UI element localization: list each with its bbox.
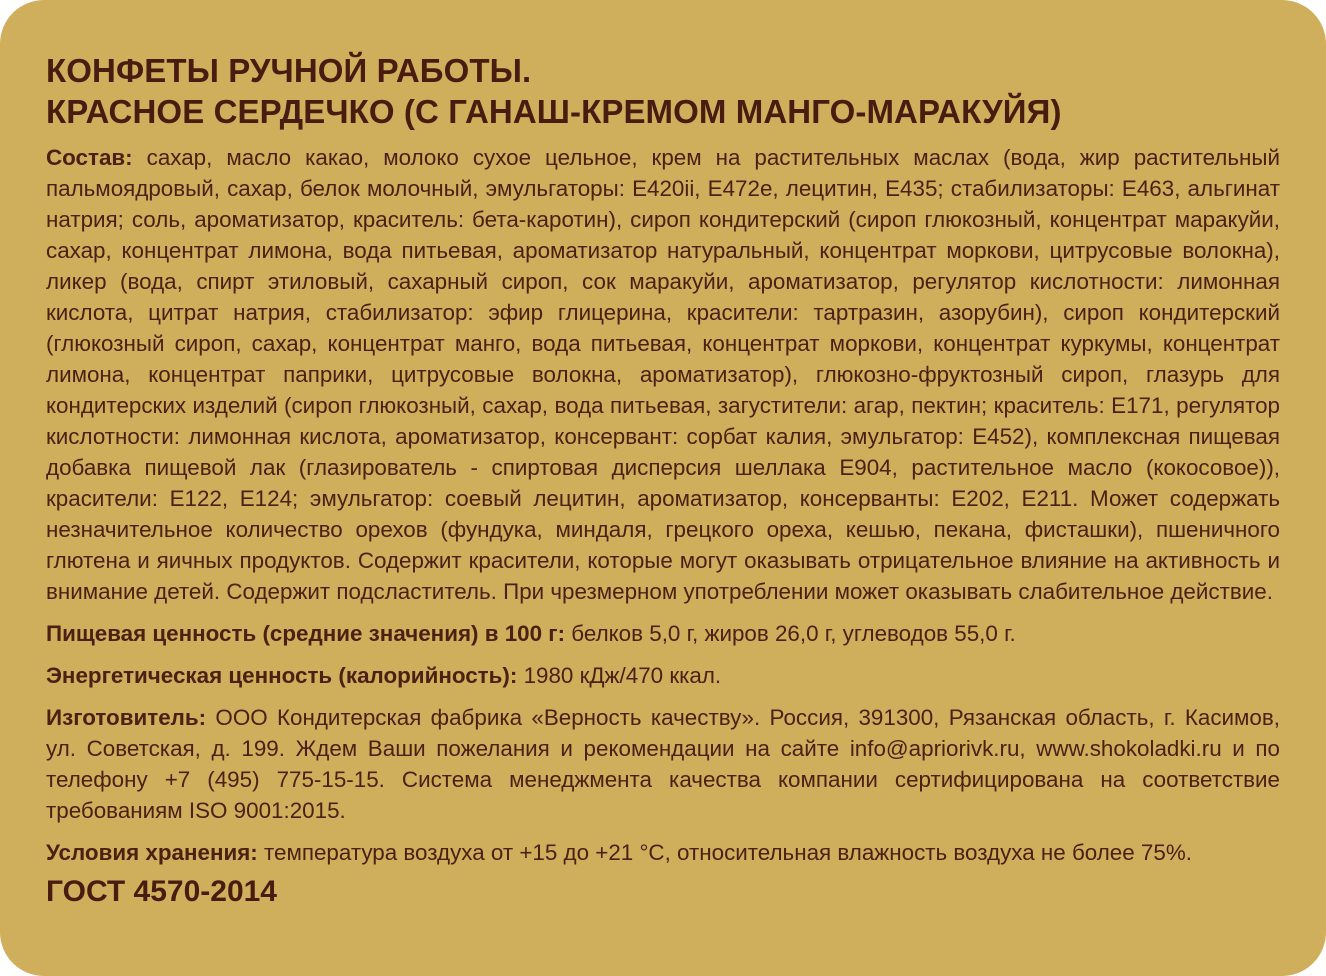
title-line-2: КРАСНОЕ СЕРДЕЧКО (С ГАНАШ-КРЕМОМ МАНГО-МАРАКУЙЯ) — [46, 93, 1062, 130]
nutrition-label: Пищевая ценность (средние значения) в 100 г: — [46, 621, 566, 646]
manufacturer-section — [46, 702, 1280, 826]
energy-label: Энергетическая ценность (калорийность): — [46, 663, 518, 688]
storage-label: Условия хранения: — [46, 840, 258, 865]
composition-text: сахар, масло какао, молоко сухое цельное, крем на растительных маслах (вода, жир растительный пальмоядровый, сахар, белок молочный, эмульгаторы: Е420ii, Е472е, лецитин, Е435; стабилизаторы: Е463, альгинат натрия; соль, ароматизатор, краситель: бета-каротин), сироп кондитерский (сироп глюкозный, концентрат маракуйи, сахар, концентрат лимона, вода питьевая, ароматизатор натуральный, концентрат моркови, цитрусовые волокна), ликер (вода, спирт этиловый, сахарный сироп, сок маракуйи, ароматизатор, регулятор кислотности: лимонная кислота, цитрат натрия, стабилизатор: эфир глицерина, красители: тартразин, азорубин), сироп кондитерский (глюкозный сироп, сахар, концентрат манго, вода питьевая, концентрат моркови, концентрат куркумы, концентрат лимона, концентрат паприки, цитрусовые волокна, ароматизатор), глюкозно-фруктозный сироп, глазурь для кондитерских изделий (сироп глюкозный, сахар, вода питьевая, загустители: агар, пектин; краситель: Е171, регулятор кислотности: лимонная кислота, ароматизатор, консервант: сорбат калия, эмульгатор: Е452), комплексная пищевая добавка пищевой лак (глазирователь - спиртовая дисперсия шеллака Е904, растительное масло (кокосовое)), красители: Е122, Е124; эмульгатор: соевый лецитин, ароматизатор, консерванты: Е202, Е211. Может содержать незначительное количество орехов (фундука, миндаля, грецкого ореха, кешью, пекана, фисташки), пшеничного глютена и яичных продуктов. Содержит красители, которые могут оказывать отрицательное влияние на активность и внимание детей. Содержит подсластитель. При чрезмерном употреблении может оказывать слабительное действие. — [46, 145, 1280, 604]
nutrition-section — [46, 618, 1280, 649]
energy-text: 1980 кДж/470 ккал. — [517, 663, 722, 688]
manufacturer-text: ООО Кондитерская фабрика «Верность качеству». Россия, 391300, Рязанская область, г. Касимов, ул. Советская, д. 199. Ждем Ваши пожелания и рекомендации на сайте info@apriorivk.ru, www.shokoladki.ru и по телефону +7 (495) 775-15-15. Система менеджмента качества компании сертифицирована на соответствие требованиям ISO 9001:2015. — [46, 705, 1280, 823]
title-line-1: КОНФЕТЫ РУЧНОЙ РАБОТЫ. — [46, 52, 532, 89]
composition-label: Состав: — [46, 145, 133, 170]
manufacturer-label: Изготовитель: — [46, 705, 207, 730]
storage-section — [46, 837, 1280, 868]
product-title — [46, 50, 1280, 132]
storage-text: температура воздуха от +15 до +21 °С, относительная влажность воздуха не более 75%. — [257, 840, 1192, 865]
nutrition-text: белков 5,0 г, жиров 26,0 г, углеводов 55,0 г. — [565, 621, 1016, 646]
energy-section — [46, 660, 1280, 691]
gost-standard: ГОСТ 4570-2014 — [46, 875, 277, 908]
composition-section — [46, 142, 1280, 607]
